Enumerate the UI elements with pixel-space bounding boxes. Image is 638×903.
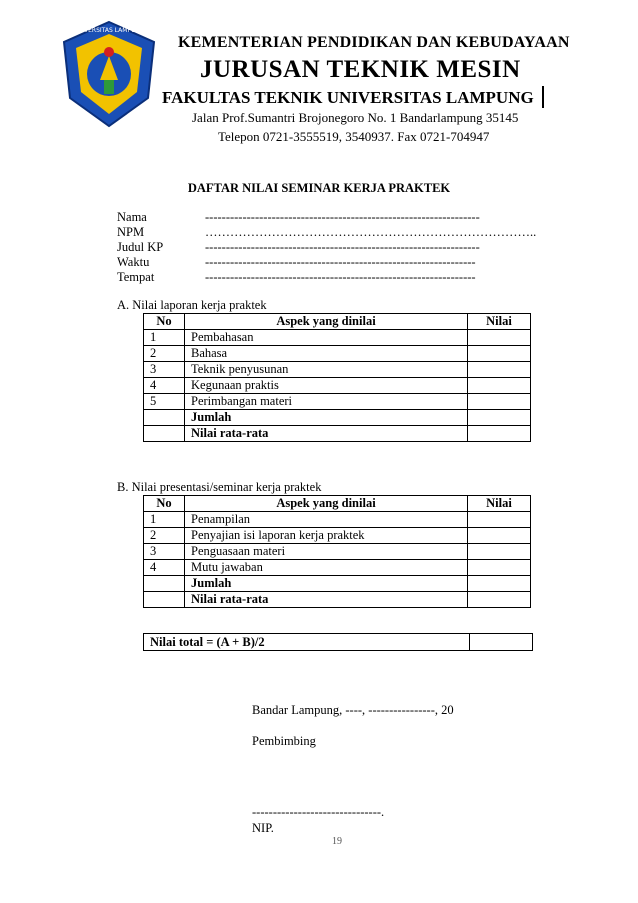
score-cell[interactable]	[468, 394, 531, 410]
col-aspect-header: Aspek yang dinilai	[185, 314, 468, 330]
row-number: 1	[144, 512, 185, 528]
document-title: DAFTAR NILAI SEMINAR KERJA PRAKTEK	[187, 181, 451, 195]
score-cell[interactable]	[468, 330, 531, 346]
identity-value[interactable]: ------------------------------------------------------------------	[205, 210, 480, 224]
identity-label: Judul KP	[117, 240, 164, 254]
row-aspect: Bahasa	[185, 346, 468, 362]
identity-label: Tempat	[117, 270, 155, 284]
score-cell[interactable]	[468, 528, 531, 544]
table-row	[144, 560, 531, 576]
page-number: 19	[332, 836, 342, 847]
identity-row-judul	[117, 240, 480, 255]
table-row	[144, 512, 531, 528]
sum-row	[144, 410, 531, 426]
table-row	[144, 362, 531, 378]
table-header-row	[144, 496, 531, 512]
identity-row-waktu	[117, 255, 476, 270]
row-number: 2	[144, 528, 185, 544]
average-label: Nilai rata-rata	[185, 592, 468, 608]
identity-row-nama	[117, 210, 480, 225]
ministry-heading: KEMENTERIAN PENDIDIKAN DAN KEBUDAYAAN	[178, 34, 570, 51]
row-number: 3	[144, 544, 185, 560]
row-number: 3	[144, 362, 185, 378]
score-cell[interactable]	[468, 544, 531, 560]
row-number: 4	[144, 378, 185, 394]
row-aspect: Mutu jawaban	[185, 560, 468, 576]
signer-role: Pembimbing	[252, 734, 316, 748]
svg-text:UNIVERSITAS LAMPUNG: UNIVERSITAS LAMPUNG	[73, 27, 145, 34]
score-cell[interactable]	[468, 378, 531, 394]
row-number: 5	[144, 394, 185, 410]
average-score-cell[interactable]	[468, 592, 531, 608]
phone-line: Telepon 0721-3555519, 3540937. Fax 0721-704947	[218, 129, 490, 144]
place-date: Bandar Lampung, ----, ----------------, 20	[252, 703, 454, 717]
signer-name-line[interactable]: -------------------------------.	[252, 805, 385, 819]
sum-label: Jumlah	[185, 576, 468, 592]
identity-label: Nama	[117, 210, 147, 224]
average-label: Nilai rata-rata	[185, 426, 468, 442]
identity-label: Waktu	[117, 255, 150, 269]
average-row	[144, 426, 531, 442]
col-score-header: Nilai	[468, 314, 531, 330]
score-cell[interactable]	[468, 346, 531, 362]
row-aspect: Penguasaan materi	[185, 544, 468, 560]
row-aspect: Penyajian isi laporan kerja praktek	[185, 528, 468, 544]
table-row	[144, 346, 531, 362]
section-b-table	[143, 495, 531, 608]
sum-row	[144, 576, 531, 592]
table-row	[144, 544, 531, 560]
section-b-heading: B. Nilai presentasi/seminar kerja praktek	[117, 480, 322, 494]
identity-label: NPM	[117, 225, 145, 239]
total-table	[143, 633, 533, 651]
score-cell[interactable]	[468, 560, 531, 576]
score-cell[interactable]	[468, 512, 531, 528]
total-row	[144, 634, 533, 651]
row-number: 4	[144, 560, 185, 576]
university-logo	[60, 20, 158, 128]
col-score-header: Nilai	[468, 496, 531, 512]
score-cell[interactable]	[468, 362, 531, 378]
table-row	[144, 394, 531, 410]
section-a-heading: A. Nilai laporan kerja praktek	[117, 298, 267, 312]
average-row	[144, 592, 531, 608]
section-a-table	[143, 313, 531, 442]
average-score-cell[interactable]	[468, 426, 531, 442]
row-number: 2	[144, 346, 185, 362]
total-score-cell[interactable]	[470, 634, 533, 651]
col-no-header: No	[144, 496, 185, 512]
identity-value[interactable]: -----------------------------------------------------------------	[205, 270, 476, 284]
table-row	[144, 330, 531, 346]
row-aspect: Penampilan	[185, 512, 468, 528]
identity-value[interactable]: -----------------------------------------------------------------	[205, 255, 476, 269]
row-aspect: Pembahasan	[185, 330, 468, 346]
text-cursor	[542, 86, 544, 108]
row-aspect: Kegunaan praktis	[185, 378, 468, 394]
row-aspect: Perimbangan materi	[185, 394, 468, 410]
total-label: Nilai total = (A + B)/2	[144, 634, 470, 651]
identity-value[interactable]: ……………………………………………………………………..	[205, 225, 537, 239]
identity-value[interactable]: ------------------------------------------------------------------	[205, 240, 480, 254]
signer-nip: NIP.	[252, 821, 274, 835]
identity-row-tempat	[117, 270, 476, 285]
table-row	[144, 378, 531, 394]
col-aspect-header: Aspek yang dinilai	[185, 496, 468, 512]
row-aspect: Teknik penyusunan	[185, 362, 468, 378]
table-header-row	[144, 314, 531, 330]
faculty-heading: FAKULTAS TEKNIK UNIVERSITAS LAMPUNG	[162, 88, 534, 107]
address-line: Jalan Prof.Sumantri Brojonegoro No. 1 Bandarlampung 35145	[192, 110, 519, 125]
col-no-header: No	[144, 314, 185, 330]
sum-score-cell[interactable]	[468, 576, 531, 592]
sum-score-cell[interactable]	[468, 410, 531, 426]
row-number: 1	[144, 330, 185, 346]
sum-label: Jumlah	[185, 410, 468, 426]
department-heading: JURUSAN TEKNIK MESIN	[200, 56, 521, 83]
identity-row-npm	[117, 225, 536, 240]
table-row	[144, 528, 531, 544]
